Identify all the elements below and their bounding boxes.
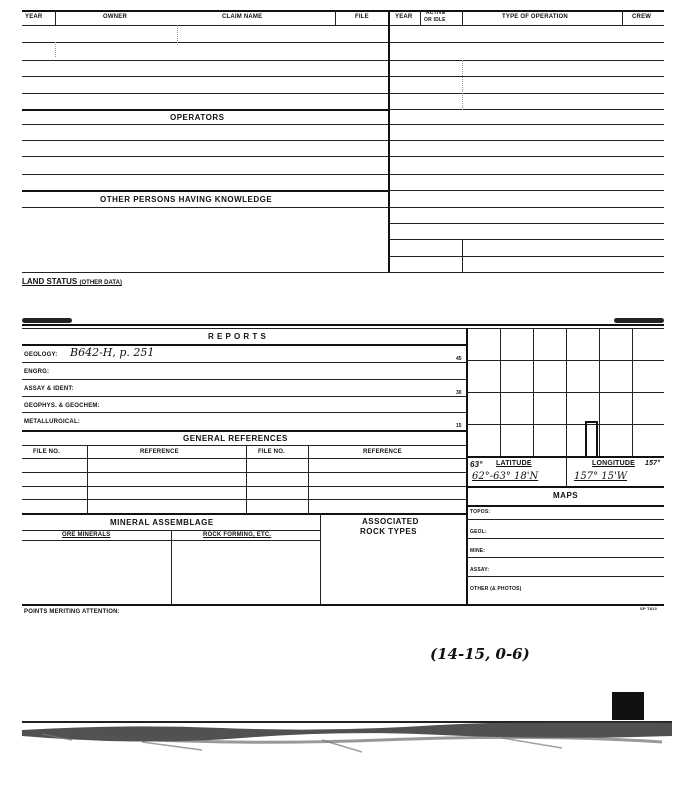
report-assay-label: ASSAY & IDENT:	[24, 386, 74, 392]
report-num-30: 30	[456, 390, 462, 396]
ref-reference-2: REFERENCE	[363, 449, 402, 455]
header-crew: CREW	[632, 14, 652, 20]
longitude-value: 157° 15'W	[574, 471, 628, 482]
report-geology-label: GEOLOGY:	[24, 352, 58, 358]
header-owner: OWNER	[103, 14, 127, 20]
land-status-label: LAND STATUS	[22, 277, 78, 286]
torn-edge-right	[614, 318, 664, 323]
header-active-2: OR IDLE	[424, 17, 446, 23]
form-number: SP T813	[640, 606, 657, 611]
land-status	[22, 277, 122, 286]
maps-topos: TOPOS:	[470, 509, 491, 515]
header-year-right: YEAR	[395, 14, 413, 20]
maps-assay: ASSAY:	[470, 567, 490, 573]
associated-label-1: ASSOCIATED	[362, 517, 419, 526]
latitude-label: LATITUDE	[496, 460, 532, 467]
header-claim-name: CLAIM NAME	[222, 14, 263, 20]
longitude-label: LONGITUDE	[592, 460, 636, 467]
ref-file-no-1: FILE NO.	[33, 449, 60, 455]
associated-label-2: ROCK TYPES	[360, 527, 418, 536]
report-num-45: 45	[456, 356, 462, 362]
ore-minerals-label: ORE MINERALS	[62, 532, 111, 538]
maps-title: MAPS	[553, 491, 579, 500]
land-status-note: (OTHER DATA)	[79, 280, 122, 286]
lat-prefix: 63°	[470, 460, 483, 469]
general-references-title: GENERAL REFERENCES	[183, 434, 288, 443]
points-meriting-attention: POINTS MERITING ATTENTION:	[24, 609, 120, 615]
rock-forming-label: ROCK FORMING, ETC.	[203, 532, 272, 538]
header-type-of-operation: TYPE OF OPERATION	[502, 14, 568, 20]
report-geophys-label: GEOPHYS. & GEOCHEM:	[24, 403, 100, 409]
maps-geol: GEOL:	[470, 529, 487, 535]
header-file: FILE	[355, 14, 369, 20]
report-num-15: 15	[456, 423, 462, 429]
header-year-left: YEAR	[25, 14, 43, 20]
reports-title: R E P O R T S	[208, 332, 267, 341]
scan-smudge	[22, 690, 672, 765]
handwritten-code: (14-15, 0-6)	[430, 645, 530, 663]
mineral-assemblage-title: MINERAL ASSEMBLAGE	[110, 518, 214, 527]
report-engrg-label: ENGRG:	[24, 369, 50, 375]
operators-heading: OPERATORS	[170, 113, 225, 122]
maps-other: OTHER (& PHOTOS)	[470, 586, 522, 592]
ref-file-no-2: FILE NO.	[258, 449, 285, 455]
ref-reference-1: REFERENCE	[140, 449, 179, 455]
torn-edge-left	[22, 318, 72, 323]
location-marker	[585, 421, 598, 457]
report-metallurgical-label: METALLURGICAL:	[24, 419, 81, 425]
latitude-value: 62°-63° 18'N	[472, 471, 539, 482]
header-active-1: ACTIVE	[426, 10, 446, 16]
maps-mine: MINE:	[470, 548, 486, 554]
longitude-suffix: 157°	[645, 460, 661, 467]
other-persons-heading: OTHER PERSONS HAVING KNOWLEDGE	[100, 195, 273, 204]
report-geology-value: B642-H, p. 251	[70, 346, 155, 359]
